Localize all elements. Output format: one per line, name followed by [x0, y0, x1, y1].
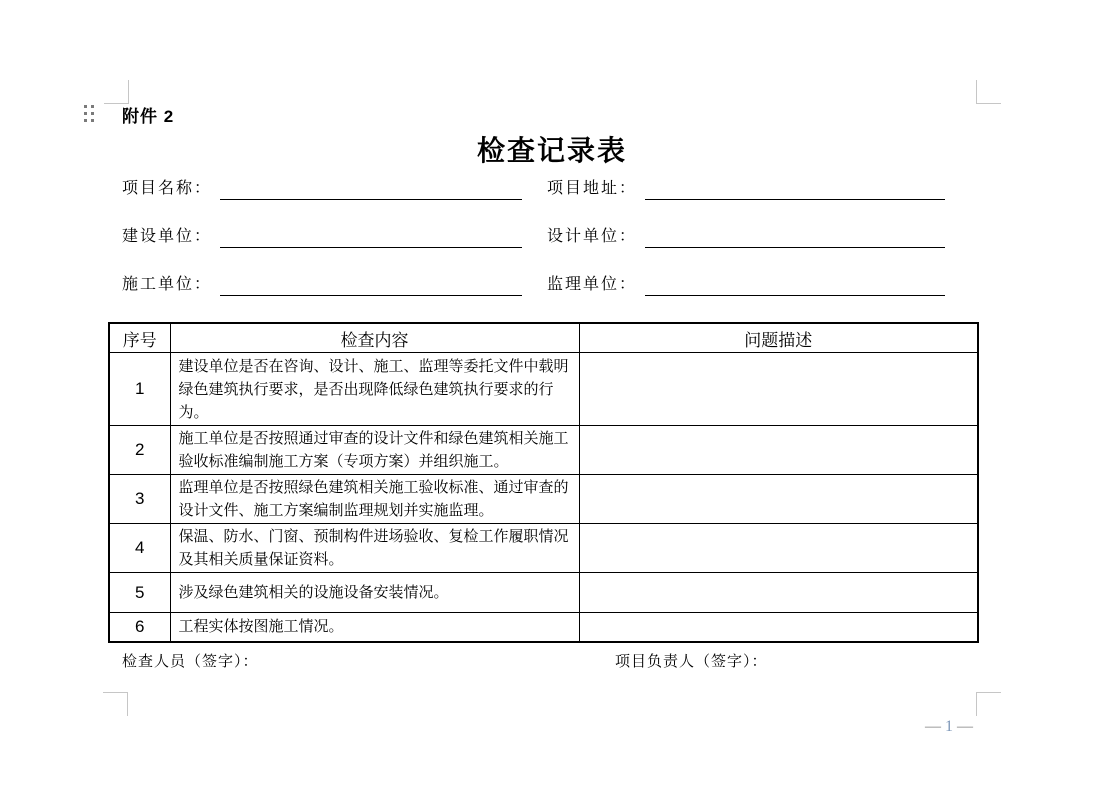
row-issue-cell[interactable] [579, 426, 978, 475]
crop-mark-top-right [976, 80, 1001, 104]
project-address-input[interactable] [645, 177, 945, 200]
table-row [109, 426, 978, 475]
row-content: 建设单位是否在咨询、设计、施工、监理等委托文件中载明绿色建筑执行要求，是否出现降低绿色建筑执行要求的行为。 [170, 353, 579, 426]
table-row [109, 573, 978, 613]
row-issue-cell[interactable] [579, 475, 978, 524]
field-supervision-unit [547, 272, 945, 296]
row-number: 4 [109, 524, 170, 573]
row-content: 保温、防水、门窗、预制构件进场验收、复检工作履职情况及其相关质量保证资料。 [170, 524, 579, 573]
field-project-name [122, 176, 522, 200]
page-number-dash-left: — [925, 718, 943, 735]
table-header-row [109, 323, 978, 353]
header-问题描述: 问题描述 [579, 323, 978, 353]
design-unit-input[interactable] [645, 225, 945, 248]
table-row [109, 524, 978, 573]
page-title: 检查记录表 [476, 136, 627, 167]
row-content: 涉及绿色建筑相关的设施设备安装情况。 [170, 573, 579, 613]
project-name-input[interactable] [220, 177, 522, 200]
contractor-unit-label: 施工单位： [122, 276, 213, 293]
table-row [109, 613, 978, 642]
field-construction-unit [122, 224, 522, 248]
project-name-label: 项目名称： [122, 180, 213, 197]
field-project-address [547, 176, 945, 200]
inspector-signature-label: 检查人员（签字）： [122, 654, 259, 670]
row-issue-cell[interactable] [579, 613, 978, 642]
project-address-label: 项目地址： [547, 180, 638, 197]
construction-unit-label: 建设单位： [122, 228, 213, 245]
crop-mark-top-left [104, 80, 129, 104]
page-number-value: 1 [945, 718, 955, 735]
field-contractor-unit [122, 272, 522, 296]
table-row [109, 353, 978, 426]
project-manager-signature-label: 项目负责人（签字）： [615, 654, 768, 670]
row-number: 3 [109, 475, 170, 524]
crop-mark-bottom-left [103, 692, 128, 716]
row-issue-cell[interactable] [579, 573, 978, 613]
header-序号: 序号 [109, 323, 170, 353]
page-number [905, 718, 995, 736]
construction-unit-input[interactable] [220, 225, 522, 248]
inspection-table [108, 322, 979, 643]
row-content: 监理单位是否按照绿色建筑相关施工验收标准、通过审查的设计文件、施工方案编制监理规划并实施监理。 [170, 475, 579, 524]
supervision-unit-input[interactable] [645, 273, 945, 296]
row-number: 1 [109, 353, 170, 426]
row-number: 5 [109, 573, 170, 613]
header-检查内容: 检查内容 [170, 323, 579, 353]
row-number: 6 [109, 613, 170, 642]
table-row [109, 475, 978, 524]
row-number: 2 [109, 426, 170, 475]
row-content: 施工单位是否按照通过审查的设计文件和绿色建筑相关施工验收标准编制施工方案（专项方案）并组织施工。 [170, 426, 579, 475]
field-design-unit [547, 224, 945, 248]
design-unit-label: 设计单位： [547, 228, 638, 245]
crop-mark-bottom-right [976, 692, 1001, 716]
contractor-unit-input[interactable] [220, 273, 522, 296]
drag-handle-dots-icon[interactable] [84, 105, 94, 122]
attachment-label: 附件 2 [122, 107, 175, 126]
row-content: 工程实体按图施工情况。 [170, 613, 579, 642]
supervision-unit-label: 监理单位： [547, 276, 638, 293]
row-issue-cell[interactable] [579, 524, 978, 573]
page-number-dash-right: — [957, 718, 975, 735]
row-issue-cell[interactable] [579, 353, 978, 426]
